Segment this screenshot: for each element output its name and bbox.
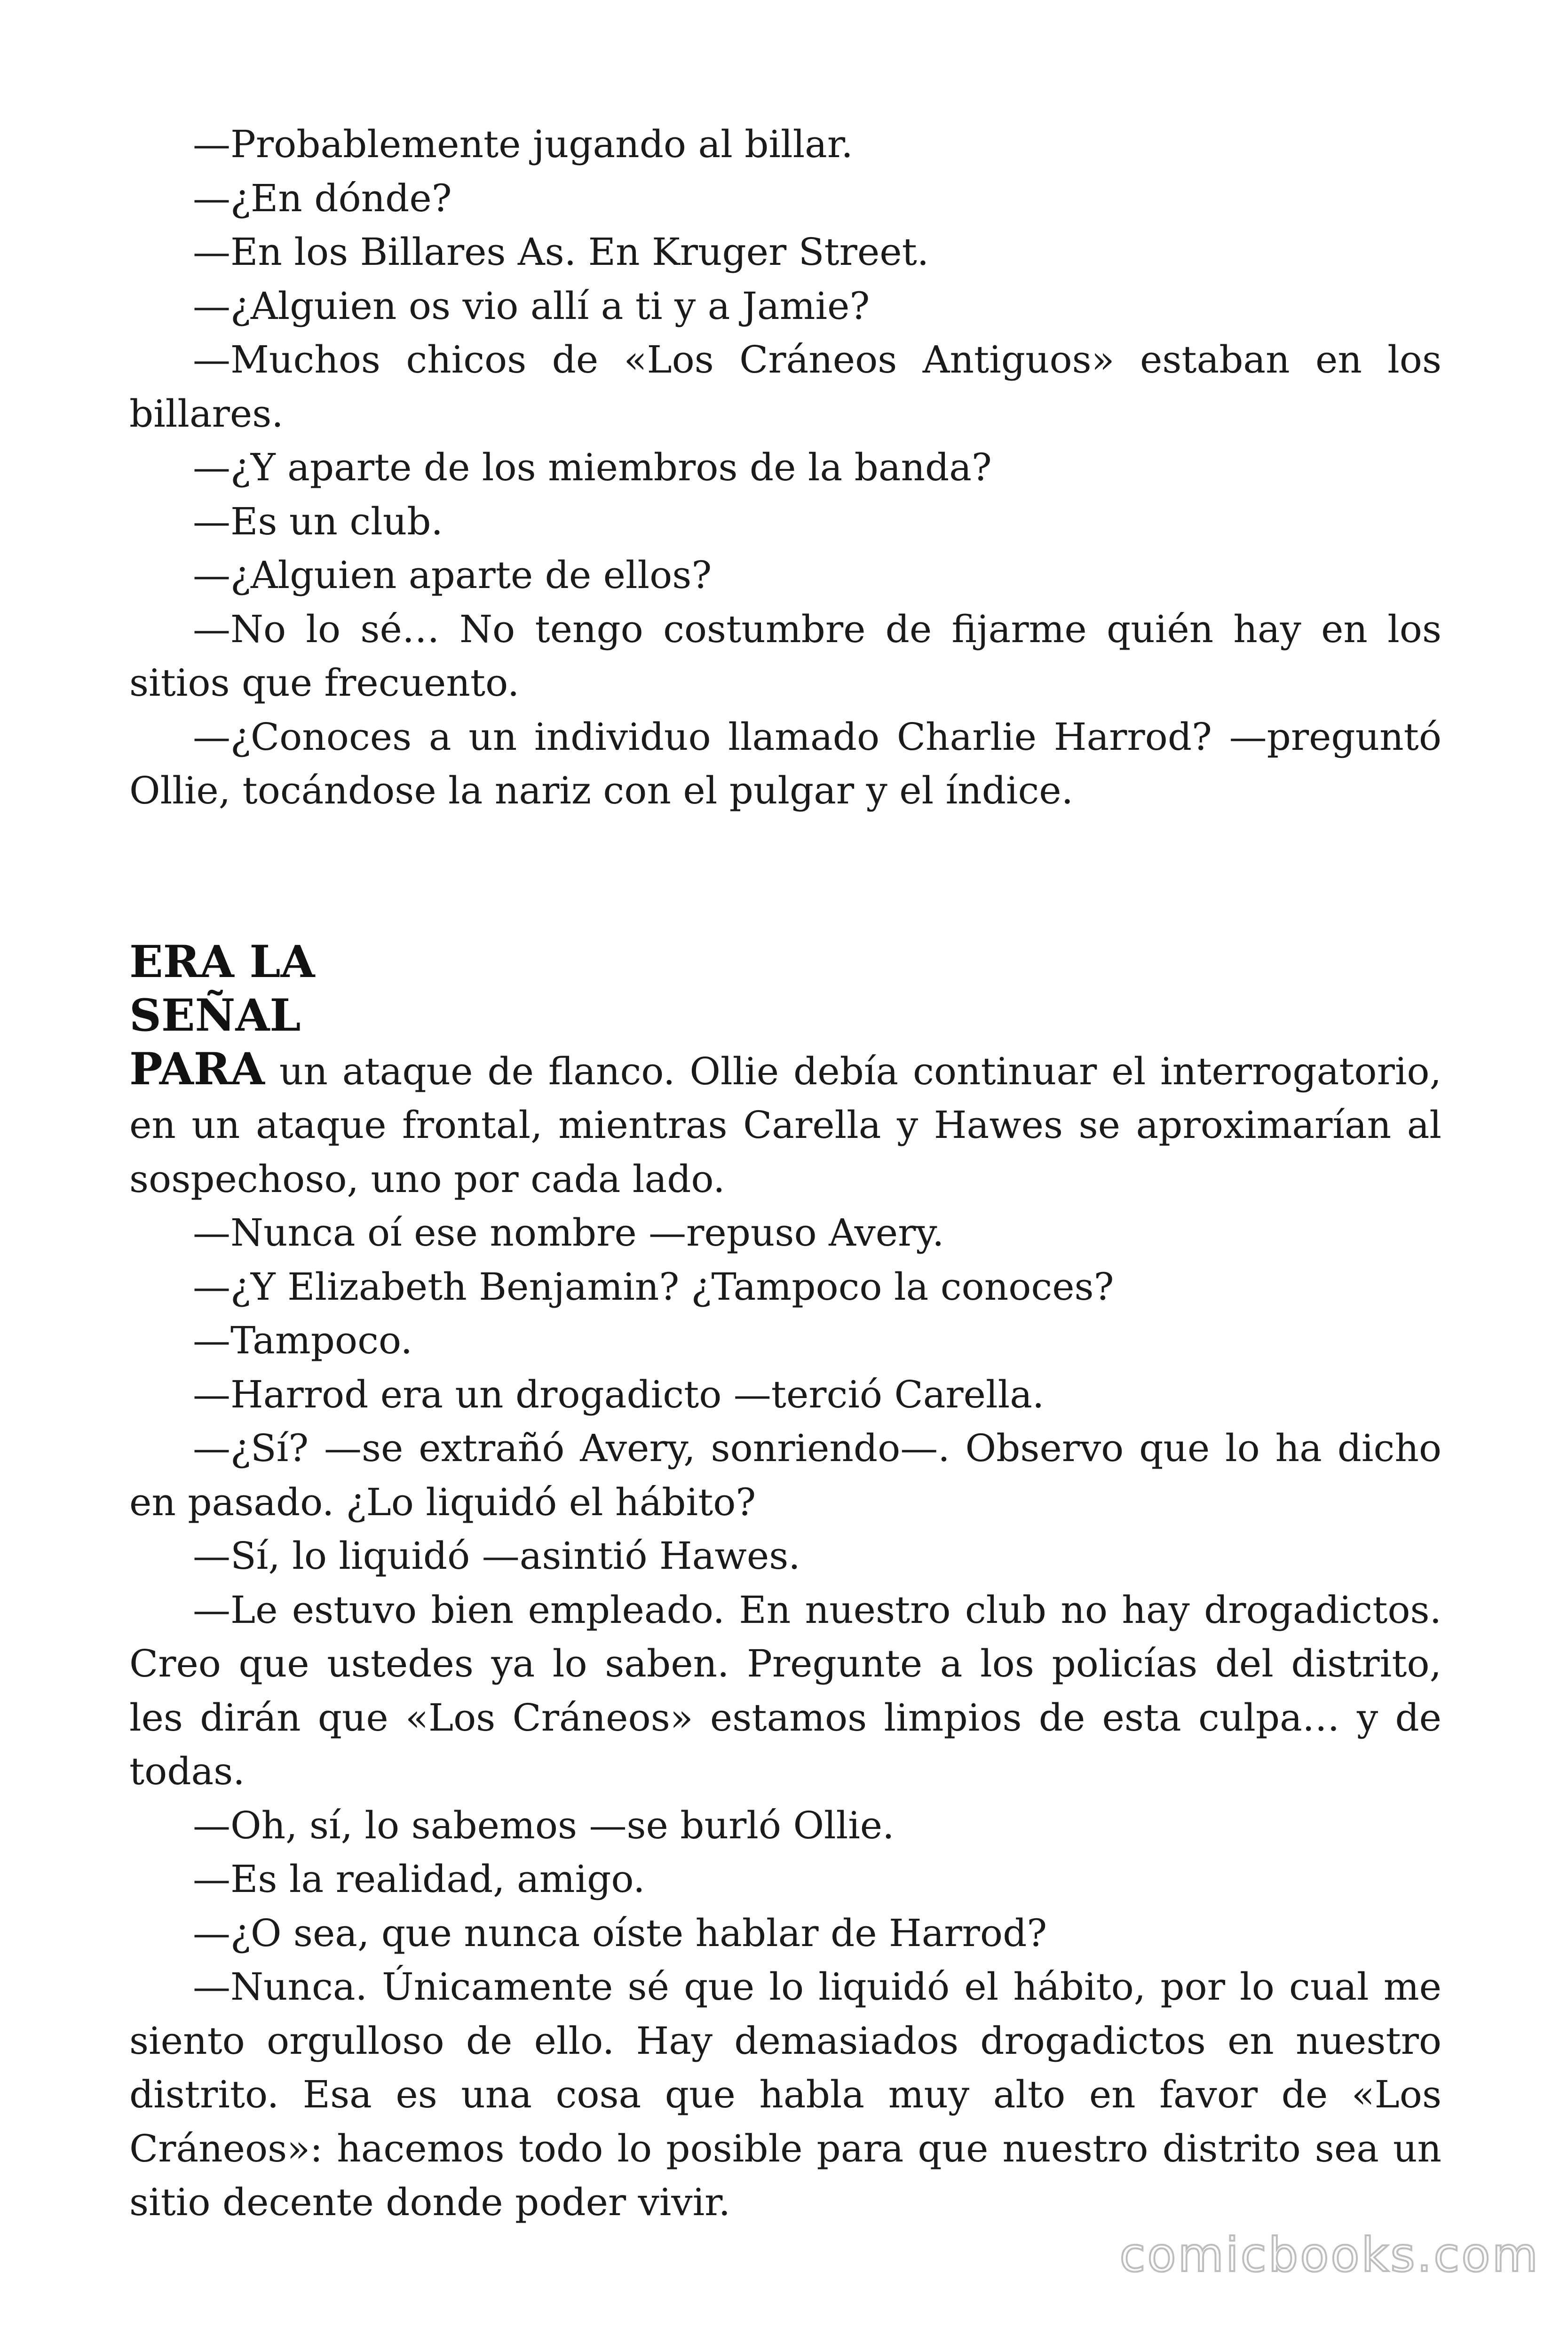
section-lead-paragraph bbox=[129, 1042, 1441, 1207]
paragraph: —¿Conoces a un individuo llamado Charlie Harrod? —preguntó Ollie, tocándose la nariz con el pulgar y el índice. bbox=[129, 715, 1441, 812]
book-page bbox=[129, 118, 1441, 2230]
paragraph: —¿Alguien aparte de ellos? bbox=[193, 553, 712, 597]
paragraph: —¿En dónde? bbox=[193, 176, 452, 220]
paragraph: —Tampoco. bbox=[193, 1319, 413, 1362]
paragraph: —Es la realidad, amigo. bbox=[193, 1857, 645, 1901]
paragraph: —No lo sé… No tengo costumbre de fijarme quién hay en los sitios que frecuento. bbox=[129, 607, 1441, 705]
lead-word: PARA bbox=[129, 1043, 265, 1095]
watermark: comicbooks.com bbox=[1119, 2227, 1540, 2282]
paragraph: —Muchos chicos de «Los Cráneos Antiguos» estaban en los billares. bbox=[129, 338, 1441, 436]
section-heading-line-1: ERA LA bbox=[129, 936, 315, 988]
paragraph: —Nunca oí ese nombre —repuso Avery. bbox=[193, 1211, 944, 1255]
paragraph: —Oh, sí, lo sabemos —se burló Ollie. bbox=[193, 1803, 895, 1847]
lead-text: un ataque de flanco. Ollie debía continuar el interrogatorio, en un ataque frontal, mientras Carella y Hawes se aproximarían al sospechoso, uno por cada lado. bbox=[129, 1049, 1441, 1201]
section-heading-line-2: SEÑAL bbox=[129, 989, 301, 1041]
paragraph: —En los Billares As. En Kruger Street. bbox=[193, 230, 929, 274]
paragraph: —Nunca. Únicamente sé que lo liquidó el hábito, por lo cual me siento orgulloso de ello. Hay demasiados drogadictos en nuestro distrito. Esa es una cosa que habla muy alto en favor de «Los Cráneos»: hacemos todo lo posible para que nuestro distrito sea un sitio decente donde poder vivir. bbox=[129, 1965, 1441, 2224]
paragraph: —¿O sea, que nunca oíste hablar de Harrod? bbox=[193, 1911, 1047, 1955]
paragraph: —Es un club. bbox=[193, 499, 443, 543]
paragraph: —Sí, lo liquidó —asintió Hawes. bbox=[193, 1534, 800, 1578]
paragraph: —Harrod era un drogadicto —terció Carella. bbox=[193, 1372, 1045, 1416]
paragraph: —¿Y aparte de los miembros de la banda? bbox=[193, 445, 992, 489]
paragraph: —¿Alguien os vio allí a ti y a Jamie? bbox=[193, 284, 870, 328]
paragraph: —¿Y Elizabeth Benjamin? ¿Tampoco la conoces? bbox=[193, 1264, 1114, 1309]
paragraph: —¿Sí? —se extrañó Avery, sonriendo—. Observo que lo ha dicho en pasado. ¿Lo liquidó el hábito? bbox=[129, 1426, 1441, 1524]
paragraph: —Probablemente jugando al billar. bbox=[193, 122, 853, 166]
paragraph: —Le estuvo bien empleado. En nuestro club no hay drogadictos. Creo que ustedes ya lo saben. Pregunte a los policías del distrito, les dirán que «Los Cráneos» estamos limpios de esta culpa… y de todas. bbox=[129, 1588, 1441, 1793]
section-break bbox=[129, 818, 1441, 935]
